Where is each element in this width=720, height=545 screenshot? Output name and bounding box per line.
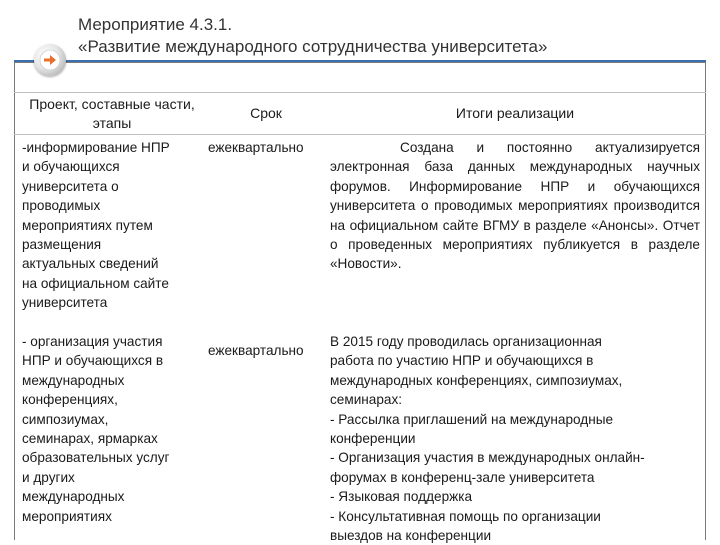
row2-project: - организация участия НПР и обучающихся в международных конференциях, симпозиумах, семинарах, ярмарках образовательных услуг и других международных мероприятиях [22, 334, 170, 524]
title-line-1: Мероприятие 4.3.1. [78, 15, 233, 34]
row1-project: -информирование НПР и обучающихся университета о проводимых мероприятиях путем размещения актуальных сведений на официальном сайте университета [22, 140, 170, 311]
header-project: Проект, составные части, этапы [29, 96, 195, 131]
frame-accent-line-right [64, 60, 706, 62]
row2-term: ежеквартально [208, 343, 304, 358]
row1-result: Создана и постоянно актуализируется электронная база данных международных научных форумов. Информирование НПР и обучающихся университета о проводимых мероприятиях производится на официальном сайте ВГМУ в разделе «Анонсы». Отчет о проведенных мероприятиях публикуется в разделе «Новости». [330, 140, 700, 272]
row1-term: ежеквартально [208, 140, 304, 155]
table-top-rule [14, 92, 706, 93]
arrow-right-circle-icon [34, 44, 66, 76]
header-result: Итоги реализации [455, 105, 575, 121]
row2-result: В 2015 году проводилась организационная работа по участию НПР и обучающихся в международных конференциях, симпозиумах, семинарах: - Рассылка приглашений на международные конференции - Организация участия в международных онлайн- форумах в конференц-зале университета - Языковая поддержка - Консультативная помощь по организации выездов на конференции [330, 334, 645, 544]
header-divider [14, 134, 706, 135]
header-term: Срок [250, 105, 282, 121]
title-line-2: «Развитие международного сотрудничества университета» [78, 37, 548, 56]
slide-title [78, 14, 698, 58]
